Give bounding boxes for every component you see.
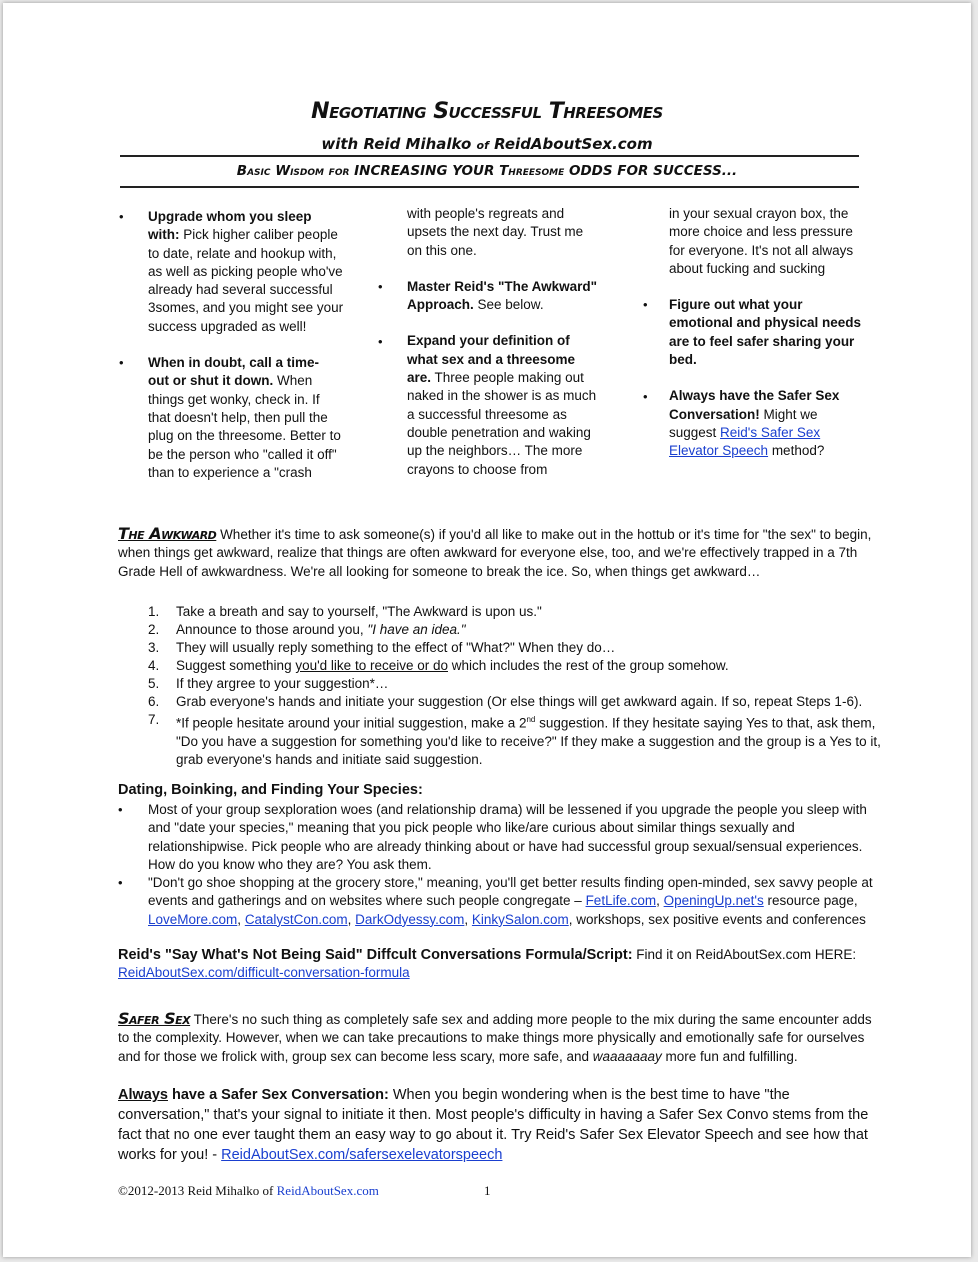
- elevator-speech-url-link[interactable]: ReidAboutSex.com/safersexelevatorspeech: [221, 1147, 503, 1163]
- page-number: 1: [484, 1183, 491, 1198]
- list-item: 4. Suggest something you'd like to receive or do which includes the rest of the group somehow.: [148, 658, 729, 673]
- dating-section: • Most of your group sexploration woes (and relationship drama) will be lessened if you upgrade the people you sleep with and "date your species," meaning that you pick people who like/are curious about similar things sexually and relationshipwise. Pick people who are already thinking about or have had successful group sexual/sensual experiences. How do you know who they are? You ask them. • "Don't go shoe shopping at the grocery store," meaning, you'll get better results finding open-minded, sex savvy people at events and gatherings and on websites where such people congregate – FetLife.com, OpeningUp.net's resource page, LoveMore.com, CatalystCon.com, DarkOdyessy.com, KinkySalon.com, workshops, sex positive events and conferences: [118, 802, 873, 927]
- safer-sex-heading: Safer Sex: [118, 1009, 191, 1028]
- awkward-section: The Awkward Whether it's time to ask someone(s) if you'd all like to make out in the hottub or it's time for "the sex" to begin, when things get awkward, realize that things are often awkward for everyone else, too, and we're effectively trapped in a 7th Grade Hell of awkwardness. We're all looking for someone to break the ice. So, when things get awkward…: [118, 524, 872, 579]
- bullet-upgrade: Upgrade whom you sleep with: Pick higher caliber people to date, relate and hookup with, as well as picking people who've already had several successful 3somes, and you might see your success upgraded as well!: [148, 209, 344, 334]
- bullet-awkward-approach: Master Reid's "The Awkward" Approach. See below.: [407, 278, 598, 313]
- page-subtitle: with Reid Mihalko of ReidAboutSex.com: [321, 135, 653, 153]
- elevator-speech-link[interactable]: Reid's Safer Sex: [720, 424, 821, 440]
- openingup-link[interactable]: OpeningUp.net's: [663, 893, 764, 909]
- bullet-safer-sex-conversation: Always have the Safer Sex Conversation! Might we suggest Reid's Safer Sex Elevator Speech method?: [669, 388, 840, 459]
- lovemore-link[interactable]: LoveMore.com: [148, 911, 238, 927]
- column-1: [119, 208, 378, 482]
- column-2: with people's regreats and upsets the next day. Trust me on this one. • Master Reid's "The Awkward" Approach. See below. • Expand your definition of what sex and a threesome are. Three people making out naked in the shower is as much a successful threesome as double penetration and waking up the neighbors… The more crayons to choose from: [407, 205, 637, 479]
- document-page: [3, 3, 971, 1257]
- bullet-expand-definition: Expand your definition of what sex and a threesome are. Three people making out naked in the shower is as much a successful threesome as double penetration and waking up the neighbors… The more crayons to choose from: [407, 333, 597, 477]
- formula-section: Reid's "Say What's Not Being Said" Diffcult Conversations Formula/Script: Find it on ReidAboutSex.com HERE: ReidAboutSex.com/difficult-conversation-formula: [118, 947, 857, 981]
- dating-heading: Dating, Boinking, and Finding Your Species:: [118, 782, 423, 798]
- wisdom-heading: Basic Wisdom for INCREASING YOUR Threesome ODDS FOR SUCCESS...: [236, 163, 738, 179]
- safer-sex-section: Safer Sex There's no such thing as completely safe sex and adding more people to the mix during the same encounter adds to the complexity. However, when we can take precautions to make things more physically and emotionally safe for ourselves and for those we frolick with, group sex can become less scary, more safe, and waaaaaaay more fun and fulfilling.: [118, 1009, 872, 1064]
- formula-heading: Reid's "Say What's Not Being Said" Diffcult Conversations Formula/Script:: [118, 947, 633, 963]
- elevator-speech-link-cont[interactable]: Elevator Speech: [669, 443, 769, 459]
- awkward-steps: [148, 603, 881, 773]
- column-3: in your sexual crayon box, the more choice and less pressure for everyone. It's not all always about fucking and sucking • Figure out what your emotional and physical needs are to feel safer sharing your bed. • Always have the Safer Sex Conversation! Might we suggest Reid's Safer Sex Elevator Speech method?: [669, 205, 889, 461]
- bullet: •: [378, 334, 383, 349]
- bullet: •: [118, 802, 123, 817]
- bullet-needs: Figure out what your emotional and physical needs are to feel safer sharing your bed.: [669, 297, 862, 368]
- page-title: Negotiating Successful Threesomes: [311, 99, 663, 124]
- formula-link[interactable]: ReidAboutSex.com/difficult-conversation-formula: [118, 965, 410, 981]
- bullet: •: [119, 209, 124, 224]
- footer-link[interactable]: ReidAboutSex.com: [276, 1183, 379, 1198]
- footer-copyright: ©2012-2013 Reid Mihalko of ReidAboutSex.com: [118, 1183, 379, 1198]
- bullet: •: [643, 389, 648, 404]
- list-item: 2. Announce to those around you, "I have an idea.": [148, 622, 466, 637]
- list-item: 6. Grab everyone's hands and initiate your suggestion (Or else things will get awkward again. If so, repeat Steps 1-6).: [148, 694, 863, 709]
- fetlife-link[interactable]: FetLife.com: [585, 893, 657, 909]
- conversation-section: Always have a Safer Sex Conversation: When you begin wondering when is the best time to have "the conversation," that's your signal to initiate it then. Most people's difficulty in having a Safer Sex Convo stems from the fact that no one ever taught them an easy way to go about it. Try Reid's Safer Sex Elevator Speech and see how that works for you! - ReidAboutSex.com/safersexelevatorspeech: [118, 1087, 869, 1163]
- list-item: 7. *If people hesitate around your initial suggestion, make a 2nd suggestion. If they hesitate saying Yes to that, ask them, "Do you have a suggestion for something you'd like to receive?" If they make a suggestion and the group is a Yes to it, grab everyone's hands and initiate said suggestion.: [148, 712, 881, 768]
- header-rule-bottom: [120, 186, 859, 188]
- kinkysalon-link[interactable]: KinkySalon.com: [471, 911, 569, 927]
- list-item: 1. Take a breath and say to yourself, "The Awkward is upon us.": [148, 604, 542, 619]
- bullet: •: [119, 355, 124, 370]
- bullet: •: [378, 279, 383, 294]
- catalystcon-link[interactable]: CatalystCon.com: [244, 911, 348, 927]
- header-rule-top: [120, 155, 859, 157]
- darkodyssey-link[interactable]: DarkOdyessy.com: [355, 911, 465, 927]
- awkward-heading: The Awkward: [118, 524, 217, 543]
- list-item: 3. They will usually reply something to the effect of "What?" When they do…: [148, 640, 616, 655]
- bullet-time-out: When in doubt, call a time- out or shut it down. When things get wonky, check in. If that doesn't help, then pull the plug on the threesome. Better to be the person who "called it off" than to experience a "crash: [148, 355, 341, 480]
- bullet: •: [643, 297, 648, 312]
- list-item: 5. If they argree to your suggestion*…: [148, 676, 389, 691]
- bullet: •: [118, 875, 123, 890]
